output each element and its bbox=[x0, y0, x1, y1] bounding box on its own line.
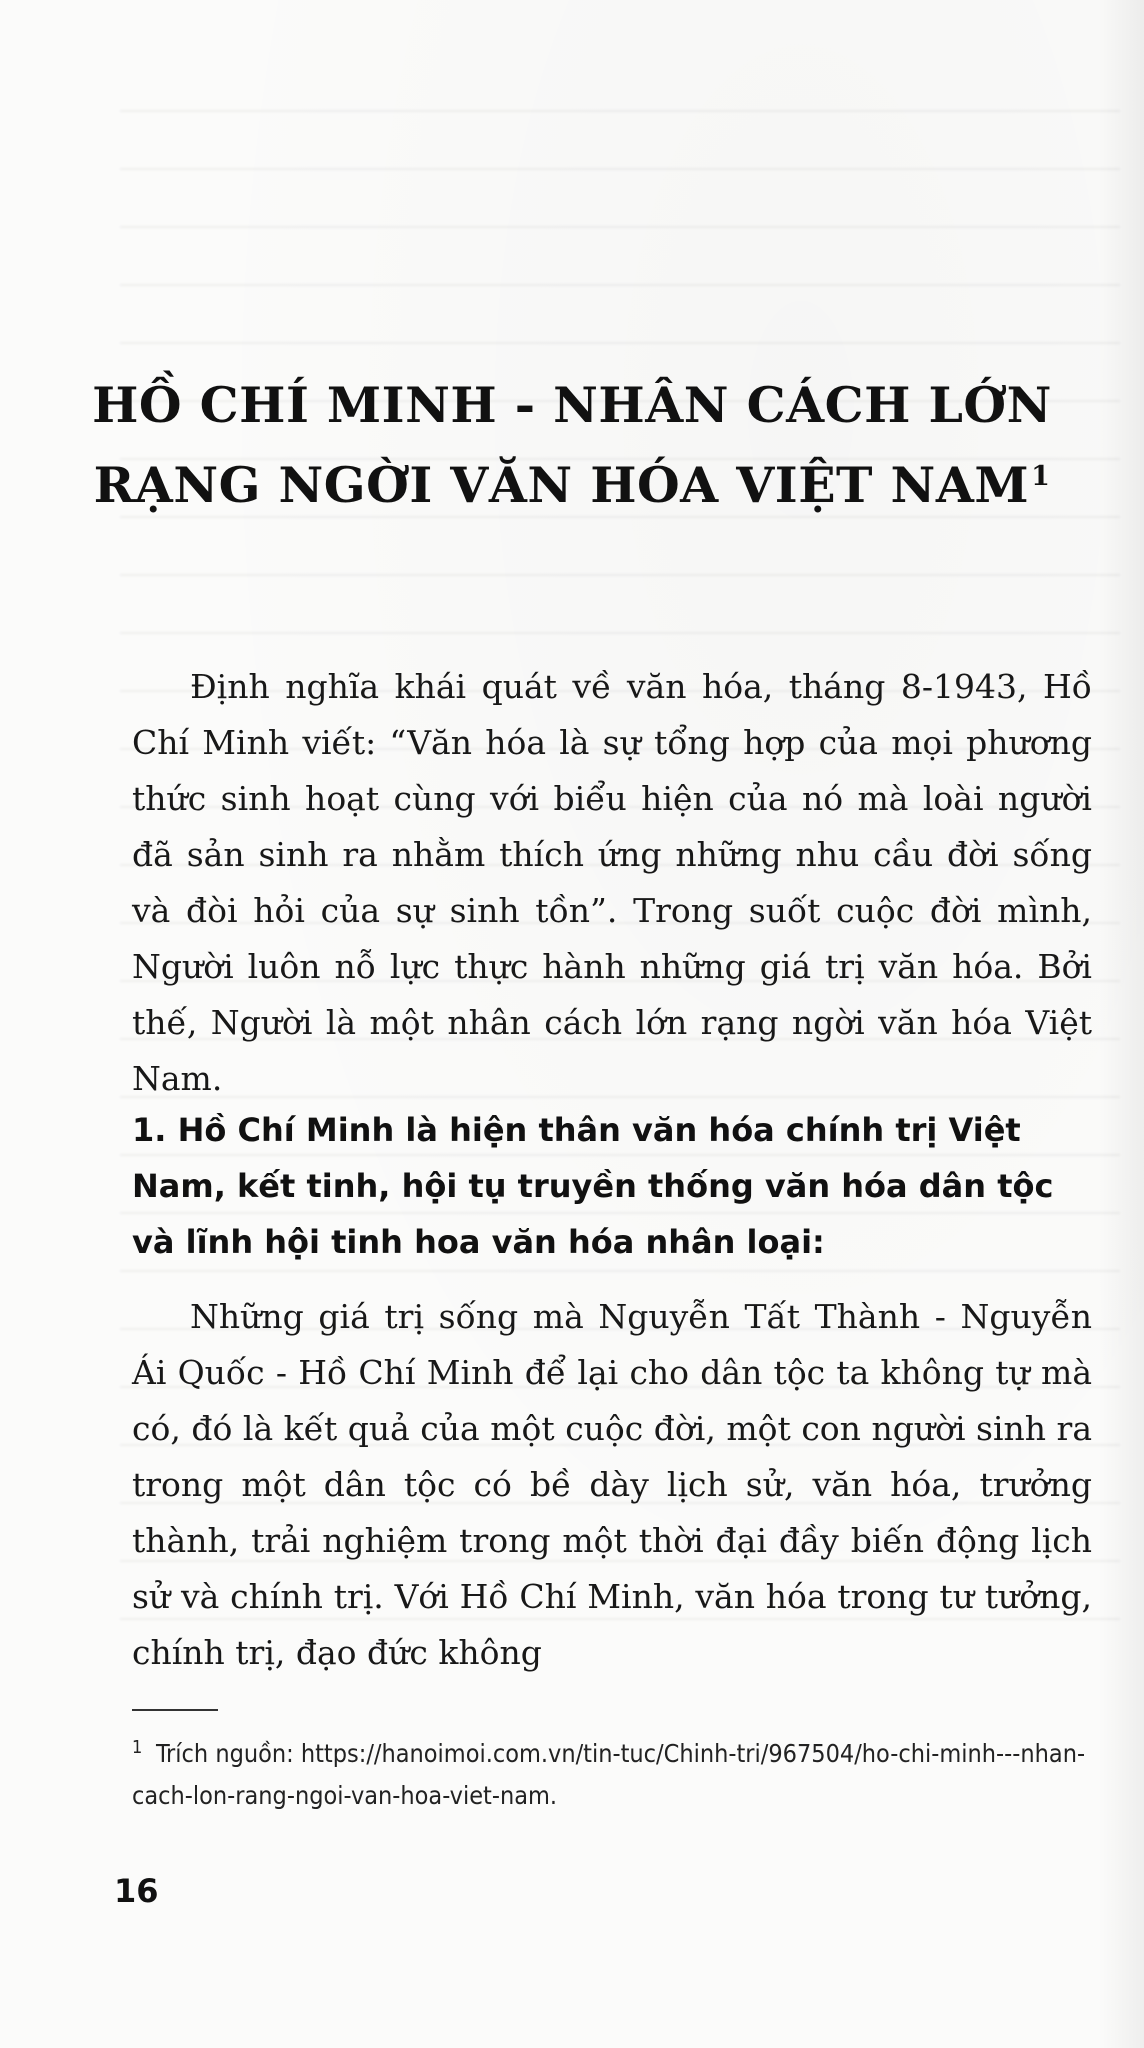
footnote: 1 Trích nguồn: https://hanoimoi.com.vn/tin-tuc/Chinh-tri/967504/ho-chi-minh---nhan-cach-lon-rang-ngoi-van-hoa-viet-nam. bbox=[132, 1736, 1086, 1810]
body-paragraph: Những giá trị sống mà Nguyễn Tất Thành - Nguyễn Ái Quốc - Hồ Chí Minh để lại cho dân tộc ta không tự mà có, đó là kết quả của một cuộc đời, một con người sinh ra trong một dân tộc có bề dày lịch sử, văn hóa, trưởng thành, trải nghiệm trong một thời đại đầy biến động lịch sử và chính trị. Với Hồ Chí Minh, văn hóa trong tư tưởng, chính trị, đạo đức không bbox=[132, 1297, 1092, 1672]
title-line-2-text: RẠNG NGỜI VĂN HÓA VIỆT NAM bbox=[93, 456, 1030, 514]
section-heading: 1. Hồ Chí Minh là hiện thân văn hóa chính trị Việt Nam, kết tinh, hội tụ truyền thống văn hóa dân tộc và lĩnh hội tinh hoa văn hóa nhân loại: bbox=[132, 1111, 1054, 1261]
page-number: 16 bbox=[114, 1872, 159, 1910]
title-footnote-ref: 1 bbox=[1031, 460, 1051, 492]
footnote-text: Trích nguồn: https://hanoimoi.com.vn/tin-tuc/Chinh-tri/967504/ho-chi-minh---nhan-cach-lon-rang-ngoi-van-hoa-viet-nam. bbox=[132, 1739, 1086, 1810]
title-line-1: HỒ CHÍ MINH - NHÂN CÁCH LỚN bbox=[92, 376, 1052, 434]
intro-paragraph: Định nghĩa khái quát về văn hóa, tháng 8-1943, Hồ Chí Minh viết: “Văn hóa là sự tổng hợp của mọi phương thức sinh hoạt cùng với biểu hiện của nó mà loài người đã sản sinh ra nhằm thích ứng những nhu cầu đời sống và đòi hỏi của sự sinh tồn”. Trong suốt cuộc đời mình, Người luôn nỗ lực thực hành những giá trị văn hóa. Bởi thế, Người là một nhân cách lớn rạng ngời văn hóa Việt Nam. bbox=[132, 667, 1092, 1098]
footnote-divider bbox=[132, 1709, 218, 1711]
page-title bbox=[0, 365, 1144, 525]
title-line-2 bbox=[0, 445, 1144, 525]
